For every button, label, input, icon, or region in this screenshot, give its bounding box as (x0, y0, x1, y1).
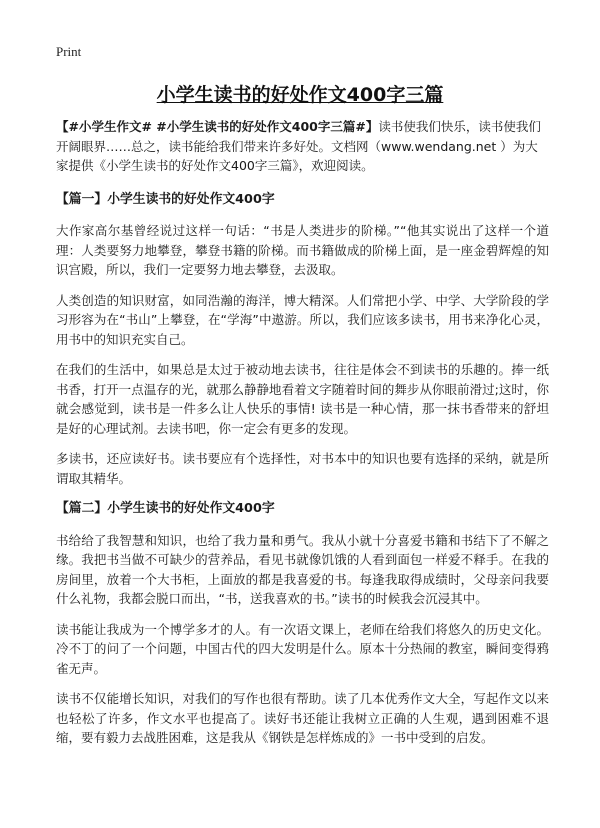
intro-tags: 【#小学生作文# #小学生读书的好处作文400字三篇#】 (56, 119, 379, 134)
section-1-paragraph-1: 大作家高尔基曾经说过这样一句话：“书是人类进步的阶梯。”“他其实说出了这样一个道理：人类要努力地攀登，攀登书籍的阶梯。而书籍做成的阶梯上面，是一座金碧辉煌的知识宫殿，所以，我们一定要努力地去攀登，去汲取。 (56, 223, 549, 277)
intro-paragraph (56, 117, 549, 176)
section-1-paragraph-3: 在我们的生活中，如果总是太过于被动地去读书，往往是体会不到读书的乐趣的。捧一纸书香，打开一点温存的光，就那么静静地看着文字随着时间的舞步从你眼前滑过;这时，你就会感觉到，读书是一件多么让人快乐的事情! 读书是一种心情，那一抹书香带来的舒坦是好的心理试剂。去读书吧，你一定会有更多的发现。 (56, 362, 549, 436)
print-label[interactable]: Print (56, 44, 82, 59)
section-2-paragraph-3: 读书不仅能增长知识，对我们的写作也很有帮助。读了几本优秀作文大全，写起作文以来也轻松了许多，作文水平也提高了。读好书还能让我树立正确的人生观，遇到困难不退缩，要有毅力去战胜困难，这是我从《钢铁是怎样炼成的》一书中受到的启发。 (56, 691, 549, 745)
article-body (56, 117, 549, 759)
section-heading-1: 【篇一】小学生读书的好处作文400字 (56, 191, 275, 207)
section-heading-2: 【篇二】小学生读书的好处作文400字 (56, 501, 275, 516)
section-2-paragraph-2: 读书能让我成为一个博学多才的人。有一次语文课上，老师在给我们将悠久的历史文化。冷不丁的问了一个问题，中国古代的四大发明是什么。原本十分热闹的教室，瞬间变得鸦雀无声。 (56, 621, 549, 676)
section-1-paragraph-2: 人类创造的知识财富，如同浩瀚的海洋，博大精深。人们常把小学、中学、大学阶段的学习形容为在“书山”上攀登，在“学海”中遨游。所以，我们应该多读书，用书来净化心灵，用书中的知识充实自己。 (56, 292, 549, 347)
intro-text: 读书使我们快乐，读书使我们开阔眼界……总之，读书能给我们带来许多好处。文档网（www.wendang.net ）为大家提供《小学生读书的好处作文400字三篇》，欢迎阅读。 (56, 119, 541, 173)
document-title: 小学生读书的好处作文400字三篇 (156, 84, 444, 106)
section-1-paragraph-4: 多读书，还应读好书。读书要应有个选择性，对书本中的知识也要有选择的采纳，就是所谓取其精华。 (56, 451, 549, 486)
section-2-paragraph-1: 书给给了我智慧和知识，也给了我力量和勇气。我从小就十分喜爱书籍和书结下了不解之缘。我把书当做不可缺少的营养品，看见书就像饥饿的人看到面包一样爱不释手。在我的房间里，放着一个大书柜，上面放的都是我喜爱的书。每逢我取得成绩时，父母亲问我要什么礼物，我都会脱口而出，“书，送我喜欢的书。”读书的时候我会沉浸其中。 (56, 532, 549, 606)
